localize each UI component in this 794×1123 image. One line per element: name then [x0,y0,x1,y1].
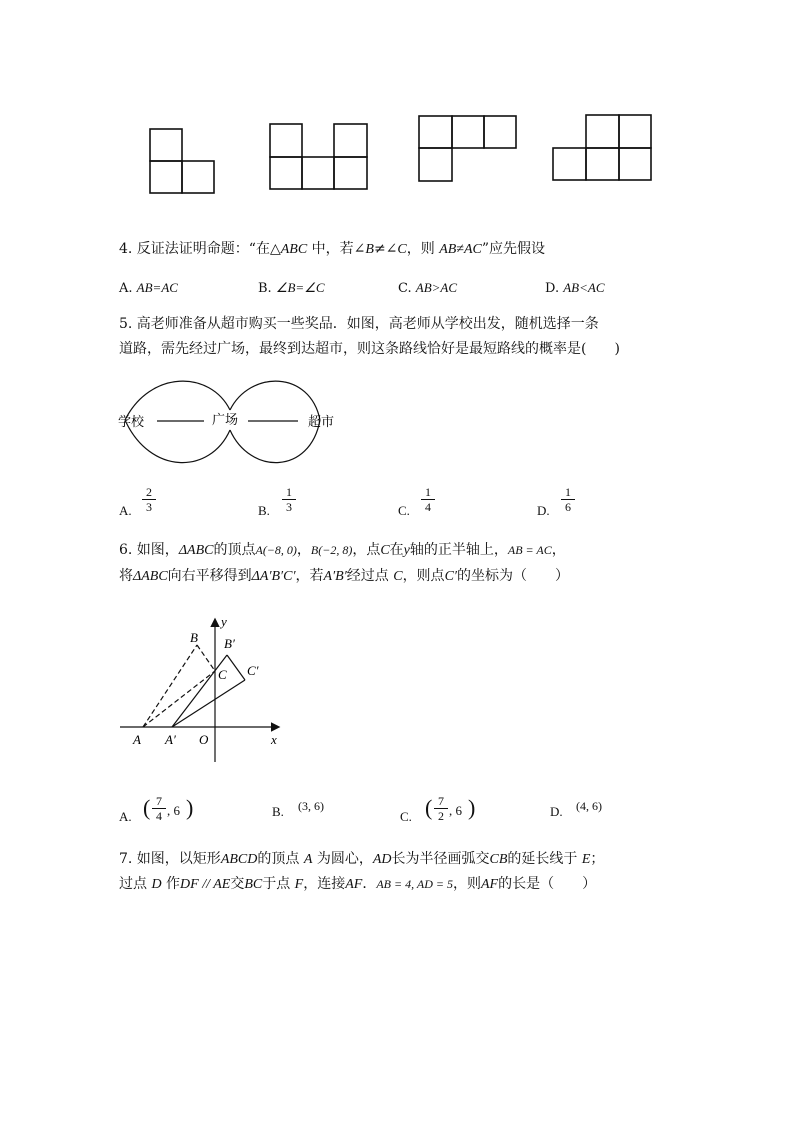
q4-option-b[interactable]: B. ∠B=∠C [258,280,325,296]
square-label: 广场 [212,412,239,427]
point-c-label: C [218,667,227,682]
y-axis-label: y [221,614,227,629]
q7-stem-line1: 7. 如图，以矩形ABCD的顶点 A 为圆心，AD长为半径画弧交CB的延长线于 E； [119,851,605,867]
q5-option-c[interactable]: C. [398,503,410,518]
q6-option-b[interactable]: B. [272,804,284,819]
point-cp-label: C′ [247,663,259,678]
q6-stem-line2: 将ΔABC向右平移得到ΔA′B′C′，若A′B′经过点 C，则点C′的坐标为（ ） [119,568,569,584]
q6-stem-line1: 6. 如图，ΔABC的顶点A(−8, 0)，B(−2, 8)，点C在y轴的正半轴上，AB = AC， [119,542,566,558]
market-label: 超市 [308,414,335,429]
q5-stem-line2: 道路，需先经过广场，最终到达超市，则这条路线恰好是最短路线的概率是( ) [119,341,620,357]
q7-stem-line2: 过点 D 作DF // AE交BC于点 F，连接AF．AB = 4, AD = 5，则AF的长是（ ） [119,876,597,892]
q6-option-d-value: (4, 6) [576,799,602,813]
q5-option-d-fraction: 1 6 [561,486,575,513]
point-a-label: A [133,732,141,747]
school-label: 学校 [118,414,145,429]
net-figure-3 [419,116,516,181]
q6-coordinate-diagram [110,610,290,770]
q6-option-b-value: (3, 6) [298,799,324,813]
origin-label: O [199,732,209,747]
point-ap-label: A′ [165,732,176,747]
q4-option-d[interactable]: D. AB<AC [545,280,605,296]
point-b-label: B [190,630,198,645]
q5-stem-line1: 5. 高老师准备从超市购买一些奖品．如图，高老师从学校出发，随机选择一条 [119,316,599,332]
q6-option-d[interactable]: D. [550,804,563,819]
q4-stem: 4. 反证法证明命题：“在△ABC 中，若∠B≠∠C，则 AB≠AC”应先假设 [119,241,546,257]
q5-option-b[interactable]: B. [258,503,270,518]
net-figure-2 [270,124,367,189]
q4-option-a[interactable]: A. AB=AC [119,280,178,296]
q3-net-figures [0,0,794,200]
q5-option-c-fraction: 1 4 [421,486,435,513]
q6-option-c[interactable]: C. [400,809,412,824]
q5-option-d[interactable]: D. [537,503,550,518]
point-bp-label: B′ [224,636,235,651]
q5-option-a[interactable]: A. [119,503,132,518]
q6-option-a[interactable]: A. [119,809,132,824]
q5-option-b-fraction: 1 3 [282,486,296,513]
net-figure-4 [553,115,651,180]
q5-route-diagram [110,375,360,470]
q5-option-a-fraction: 2 3 [142,486,156,513]
q4-option-c[interactable]: C. AB>AC [398,280,458,296]
net-figure-1 [150,129,214,193]
x-axis-label: x [271,732,277,747]
